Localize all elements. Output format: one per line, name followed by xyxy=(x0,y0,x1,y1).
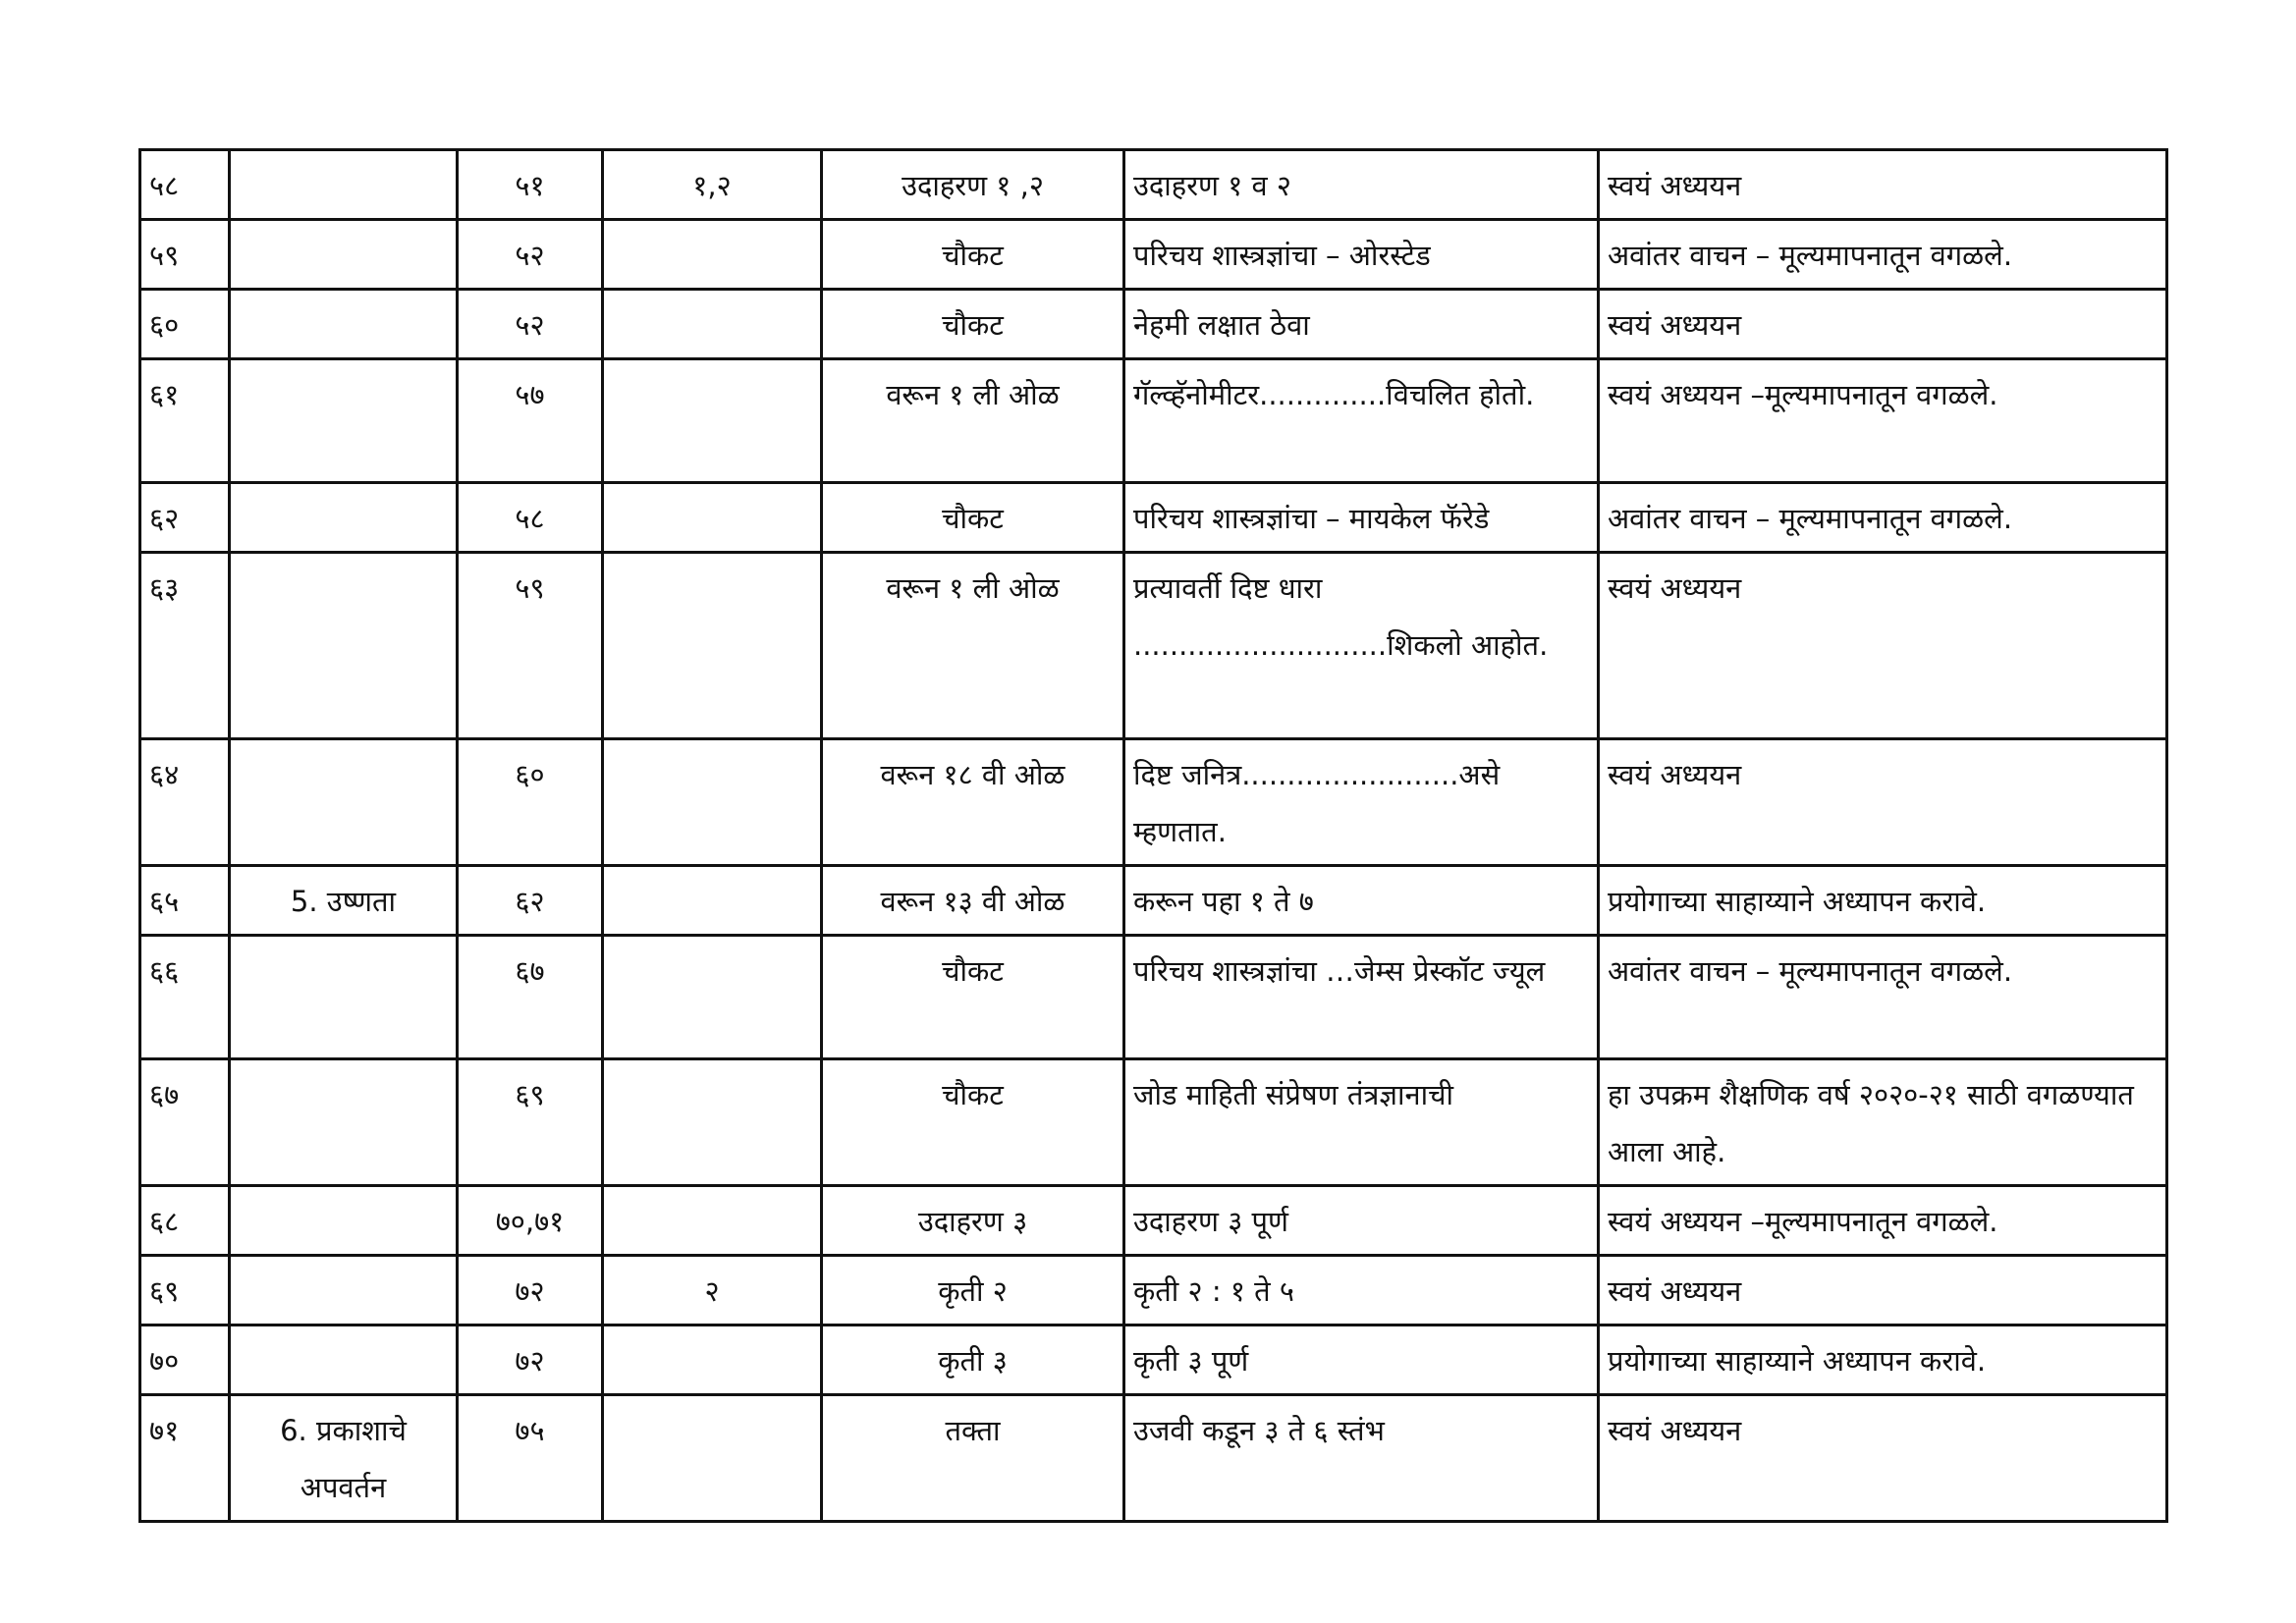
chapter-cell xyxy=(230,359,458,483)
content-cell: प्रत्यावर्ती दिष्ट धारा ............................शिकलो आहोत. xyxy=(1124,553,1599,739)
serial-number-cell: ६० xyxy=(140,290,230,359)
remark-cell: स्वयं अध्ययन xyxy=(1599,553,2167,739)
question-number-cell xyxy=(603,290,822,359)
page-number-cell: ५७ xyxy=(458,359,603,483)
location-cell: वरून १३ वी ओळ xyxy=(822,866,1124,936)
table-row xyxy=(140,290,2167,359)
chapter-cell xyxy=(230,290,458,359)
page-number-cell: ५९ xyxy=(458,553,603,739)
remark-cell: प्रयोगाच्या साहाय्याने अध्यापन करावे. xyxy=(1599,866,2167,936)
remark-cell: अवांतर वाचन – मूल्यमापनातून वगळले. xyxy=(1599,220,2167,290)
serial-number-cell: ६५ xyxy=(140,866,230,936)
question-number-cell xyxy=(603,359,822,483)
content-cell: दिष्ट जनित्र........................असे म्हणतात. xyxy=(1124,739,1599,866)
serial-number-cell: ६१ xyxy=(140,359,230,483)
chapter-cell xyxy=(230,1256,458,1325)
page-number-cell: ६७ xyxy=(458,936,603,1059)
remark-cell: प्रयोगाच्या साहाय्याने अध्यापन करावे. xyxy=(1599,1325,2167,1395)
table-row xyxy=(140,553,2167,739)
content-cell: करून पहा १ ते ७ xyxy=(1124,866,1599,936)
question-number-cell xyxy=(603,220,822,290)
chapter-cell xyxy=(230,483,458,553)
chapter-cell: 5. उष्णता xyxy=(230,866,458,936)
serial-number-cell: ६७ xyxy=(140,1059,230,1186)
chapter-cell xyxy=(230,739,458,866)
question-number-cell xyxy=(603,553,822,739)
page-number-cell: ५८ xyxy=(458,483,603,553)
location-cell: वरून १८ वी ओळ xyxy=(822,739,1124,866)
table-body xyxy=(140,150,2167,1522)
location-cell: तक्ता xyxy=(822,1395,1124,1522)
table-row xyxy=(140,1059,2167,1186)
question-number-cell xyxy=(603,866,822,936)
table-row xyxy=(140,1395,2167,1522)
page-number-cell: ५२ xyxy=(458,220,603,290)
location-cell: चौकट xyxy=(822,220,1124,290)
chapter-cell xyxy=(230,936,458,1059)
syllabus-reduction-table xyxy=(138,148,2168,1523)
chapter-cell xyxy=(230,150,458,220)
remark-cell: स्वयं अध्ययन xyxy=(1599,290,2167,359)
content-cell: कृती २ : १ ते ५ xyxy=(1124,1256,1599,1325)
table-row xyxy=(140,483,2167,553)
serial-number-cell: ६४ xyxy=(140,739,230,866)
page-number-cell: ७०,७१ xyxy=(458,1186,603,1256)
remark-cell: स्वयं अध्ययन xyxy=(1599,150,2167,220)
remark-cell: अवांतर वाचन – मूल्यमापनातून वगळले. xyxy=(1599,936,2167,1059)
serial-number-cell: ६८ xyxy=(140,1186,230,1256)
page-number-cell: ५१ xyxy=(458,150,603,220)
table-row xyxy=(140,936,2167,1059)
table-row xyxy=(140,150,2167,220)
location-cell: उदाहरण ३ xyxy=(822,1186,1124,1256)
chapter-cell xyxy=(230,1186,458,1256)
location-cell: उदाहरण १ ,२ xyxy=(822,150,1124,220)
question-number-cell xyxy=(603,936,822,1059)
content-cell: परिचय शास्त्रज्ञांचा – मायकेल फॅरेडे xyxy=(1124,483,1599,553)
location-cell: चौकट xyxy=(822,290,1124,359)
serial-number-cell: ७० xyxy=(140,1325,230,1395)
content-cell: परिचय शास्त्रज्ञांचा – ओरस्टेड xyxy=(1124,220,1599,290)
table-row xyxy=(140,220,2167,290)
table-row xyxy=(140,1256,2167,1325)
table-row xyxy=(140,739,2167,866)
page-number-cell: ७५ xyxy=(458,1395,603,1522)
content-cell: कृती ३ पूर्ण xyxy=(1124,1325,1599,1395)
page-number-cell: ७२ xyxy=(458,1256,603,1325)
question-number-cell xyxy=(603,1059,822,1186)
question-number-cell xyxy=(603,1395,822,1522)
location-cell: चौकट xyxy=(822,936,1124,1059)
remark-cell: स्वयं अध्ययन –मूल्यमापनातून वगळले. xyxy=(1599,1186,2167,1256)
location-cell: कृती ३ xyxy=(822,1325,1124,1395)
table-row xyxy=(140,359,2167,483)
remark-cell: स्वयं अध्ययन –मूल्यमापनातून वगळले. xyxy=(1599,359,2167,483)
serial-number-cell: ५९ xyxy=(140,220,230,290)
serial-number-cell: ६९ xyxy=(140,1256,230,1325)
question-number-cell: १,२ xyxy=(603,150,822,220)
content-cell: उदाहरण ३ पूर्ण xyxy=(1124,1186,1599,1256)
table-row xyxy=(140,1186,2167,1256)
location-cell: वरून १ ली ओळ xyxy=(822,553,1124,739)
location-cell: चौकट xyxy=(822,1059,1124,1186)
remark-cell: स्वयं अध्ययन xyxy=(1599,739,2167,866)
chapter-cell: 6. प्रकाशाचे अपवर्तन xyxy=(230,1395,458,1522)
page-number-cell: ६९ xyxy=(458,1059,603,1186)
content-cell: उदाहरण १ व २ xyxy=(1124,150,1599,220)
location-cell: चौकट xyxy=(822,483,1124,553)
content-cell: परिचय शास्त्रज्ञांचा …जेम्स प्रेस्कॉट ज्यूल xyxy=(1124,936,1599,1059)
remark-cell: अवांतर वाचन – मूल्यमापनातून वगळले. xyxy=(1599,483,2167,553)
question-number-cell xyxy=(603,1325,822,1395)
serial-number-cell: ५८ xyxy=(140,150,230,220)
remark-cell: हा उपक्रम शैक्षणिक वर्ष २०२०-२१ साठी वगळण्यात आला आहे. xyxy=(1599,1059,2167,1186)
remark-cell: स्वयं अध्ययन xyxy=(1599,1395,2167,1522)
serial-number-cell: ६३ xyxy=(140,553,230,739)
table-row xyxy=(140,1325,2167,1395)
chapter-cell xyxy=(230,1325,458,1395)
chapter-cell xyxy=(230,220,458,290)
location-cell: कृती २ xyxy=(822,1256,1124,1325)
remark-cell: स्वयं अध्ययन xyxy=(1599,1256,2167,1325)
serial-number-cell: ६६ xyxy=(140,936,230,1059)
question-number-cell xyxy=(603,739,822,866)
question-number-cell xyxy=(603,1186,822,1256)
chapter-cell xyxy=(230,553,458,739)
page-number-cell: ६२ xyxy=(458,866,603,936)
serial-number-cell: ७१ xyxy=(140,1395,230,1522)
content-cell: जोड माहिती संप्रेषण तंत्रज्ञानाची xyxy=(1124,1059,1599,1186)
content-cell: उजवी कडून ३ ते ६ स्तंभ xyxy=(1124,1395,1599,1522)
content-cell: नेहमी लक्षात ठेवा xyxy=(1124,290,1599,359)
table-row xyxy=(140,866,2167,936)
page-number-cell: ६० xyxy=(458,739,603,866)
question-number-cell: २ xyxy=(603,1256,822,1325)
page-number-cell: ५२ xyxy=(458,290,603,359)
content-cell: गॅल्व्हॅनोमीटर..............विचलित होतो. xyxy=(1124,359,1599,483)
chapter-cell xyxy=(230,1059,458,1186)
question-number-cell xyxy=(603,483,822,553)
serial-number-cell: ६२ xyxy=(140,483,230,553)
location-cell: वरून १ ली ओळ xyxy=(822,359,1124,483)
page-number-cell: ७२ xyxy=(458,1325,603,1395)
